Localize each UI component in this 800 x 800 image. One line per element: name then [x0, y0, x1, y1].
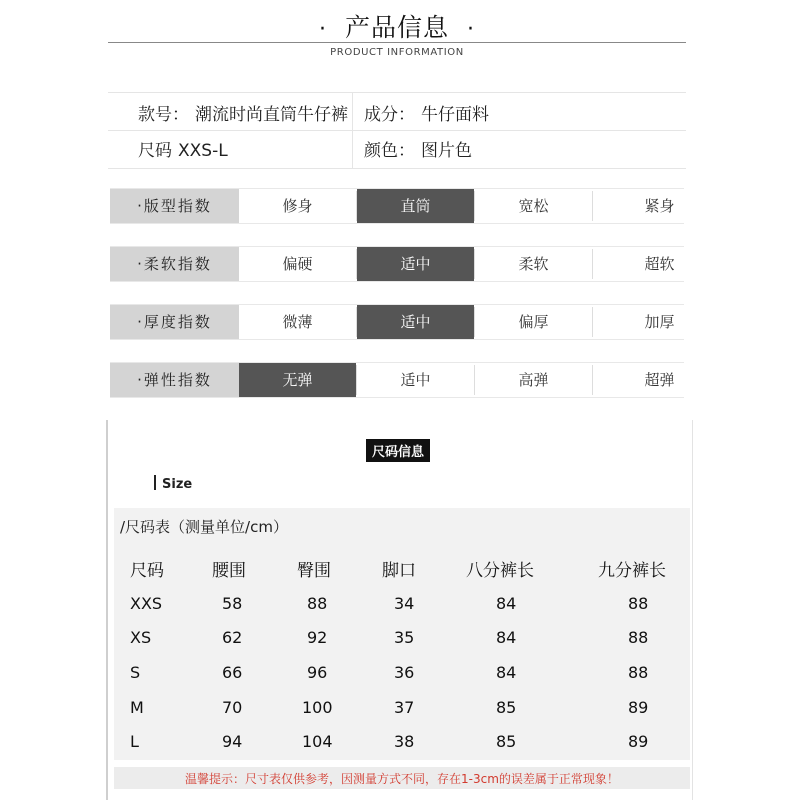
product-info-title-text: 产品信息 [344, 13, 449, 42]
index-option [593, 247, 684, 281]
index-option-text: 超弹 [644, 371, 675, 389]
table-cell: 88 [628, 628, 649, 647]
table-cell: 35 [394, 628, 415, 647]
size-range-value: XXS-L [178, 141, 228, 161]
size-heading [154, 475, 192, 492]
table-cell: 37 [394, 698, 415, 717]
index-label: ·弹性指数 [110, 363, 239, 397]
size-table-header: 九分裤长 [598, 561, 666, 581]
color-value: 图片色 [421, 141, 472, 161]
size-table-header: 腰围 [212, 561, 246, 581]
size-table-header: 八分裤长 [466, 561, 534, 581]
index-option-selected: 无弹 [239, 363, 356, 397]
index-label: ·厚度指数 [110, 305, 239, 339]
index-label: ·柔软指数 [110, 247, 239, 281]
index-option-text: 超软 [644, 255, 675, 273]
table-cell: 38 [394, 732, 415, 751]
material-label: 成分： [364, 105, 415, 125]
table-cell: 66 [222, 663, 243, 682]
info-divider [108, 168, 686, 169]
index-option [593, 363, 684, 397]
index-option: 修身 [282, 197, 313, 215]
title-divider [108, 42, 686, 43]
table-cell: 92 [307, 628, 328, 647]
index-option: 高弹 [518, 371, 549, 389]
table-cell: 36 [394, 663, 415, 682]
table-cell: 84 [496, 663, 517, 682]
style-number-field [138, 100, 348, 125]
index-option-selected: 适中 [357, 305, 474, 339]
table-cell: 84 [496, 594, 517, 613]
table-cell: XXS [130, 594, 163, 613]
index-row-fit [110, 189, 684, 223]
table-cell: 58 [222, 594, 243, 613]
size-heading-text: Size [162, 477, 193, 492]
table-cell: 84 [496, 628, 517, 647]
info-divider [108, 92, 686, 93]
table-cell: 104 [302, 732, 333, 751]
table-cell: 70 [222, 698, 243, 717]
style-number-value: 潮流时尚直筒牛仔裤 [195, 105, 348, 125]
heading-bar [154, 475, 156, 490]
title-dot-left: · [318, 17, 327, 42]
color-field [364, 136, 472, 161]
index-divider [110, 397, 684, 398]
table-cell: 88 [628, 663, 649, 682]
index-option-selected: 直筒 [357, 189, 474, 223]
index-option [593, 305, 684, 339]
table-cell: 94 [222, 732, 243, 751]
size-info-panel [108, 420, 692, 800]
table-cell: L [130, 732, 139, 751]
table-cell: 85 [496, 732, 517, 751]
index-option: 宽松 [518, 197, 549, 215]
size-table [114, 508, 690, 760]
table-cell: 88 [628, 594, 649, 613]
size-table-caption: /尺码表（测量单位/cm） [120, 518, 288, 536]
index-option: 偏硬 [282, 255, 313, 273]
product-info-title [108, 8, 686, 44]
index-option: 偏厚 [518, 313, 549, 331]
index-divider [110, 223, 684, 224]
index-row-elasticity [110, 363, 684, 397]
info-divider [108, 130, 686, 131]
size-table-header: 尺码 [130, 561, 164, 581]
size-range-field [138, 136, 228, 161]
size-table-header: 臀围 [297, 561, 331, 581]
index-divider [110, 281, 684, 282]
index-option: 微薄 [282, 313, 313, 331]
index-option-text: 紧身 [644, 197, 675, 215]
index-option: 适中 [400, 371, 431, 389]
material-field [364, 100, 489, 125]
table-cell: M [130, 698, 144, 717]
table-cell: 88 [307, 594, 328, 613]
index-option: 柔软 [518, 255, 549, 273]
table-cell: 34 [394, 594, 415, 613]
table-cell: 85 [496, 698, 517, 717]
size-table-header: 脚口 [382, 561, 416, 581]
table-cell: 100 [302, 698, 333, 717]
size-range-label: 尺码 [138, 141, 172, 161]
table-cell: S [130, 663, 141, 682]
table-cell: 89 [628, 732, 649, 751]
material-value: 牛仔面料 [421, 105, 489, 125]
table-cell: 96 [307, 663, 328, 682]
title-dot-right: · [467, 17, 475, 42]
index-option-text: 加厚 [644, 313, 675, 331]
size-note: 温馨提示：尺寸表仅供参考，因测量方式不同，存在1-3cm的误差属于正常现象！ [185, 772, 619, 786]
index-row-softness [110, 247, 684, 281]
size-note-strip [114, 767, 690, 789]
size-info-badge: 尺码信息 [366, 439, 430, 462]
product-info-subtitle: PRODUCT INFORMATION [330, 47, 464, 58]
index-option-selected: 适中 [357, 247, 474, 281]
index-option [593, 189, 684, 223]
info-column-divider [352, 92, 353, 168]
index-label: ·版型指数 [110, 189, 239, 223]
table-cell: XS [130, 628, 152, 647]
table-cell: 89 [628, 698, 649, 717]
index-row-thickness [110, 305, 684, 339]
table-cell: 62 [222, 628, 243, 647]
color-label: 颜色： [364, 141, 415, 161]
index-divider [110, 339, 684, 340]
product-info-panel [108, 0, 686, 398]
style-number-label: 款号： [138, 105, 189, 125]
